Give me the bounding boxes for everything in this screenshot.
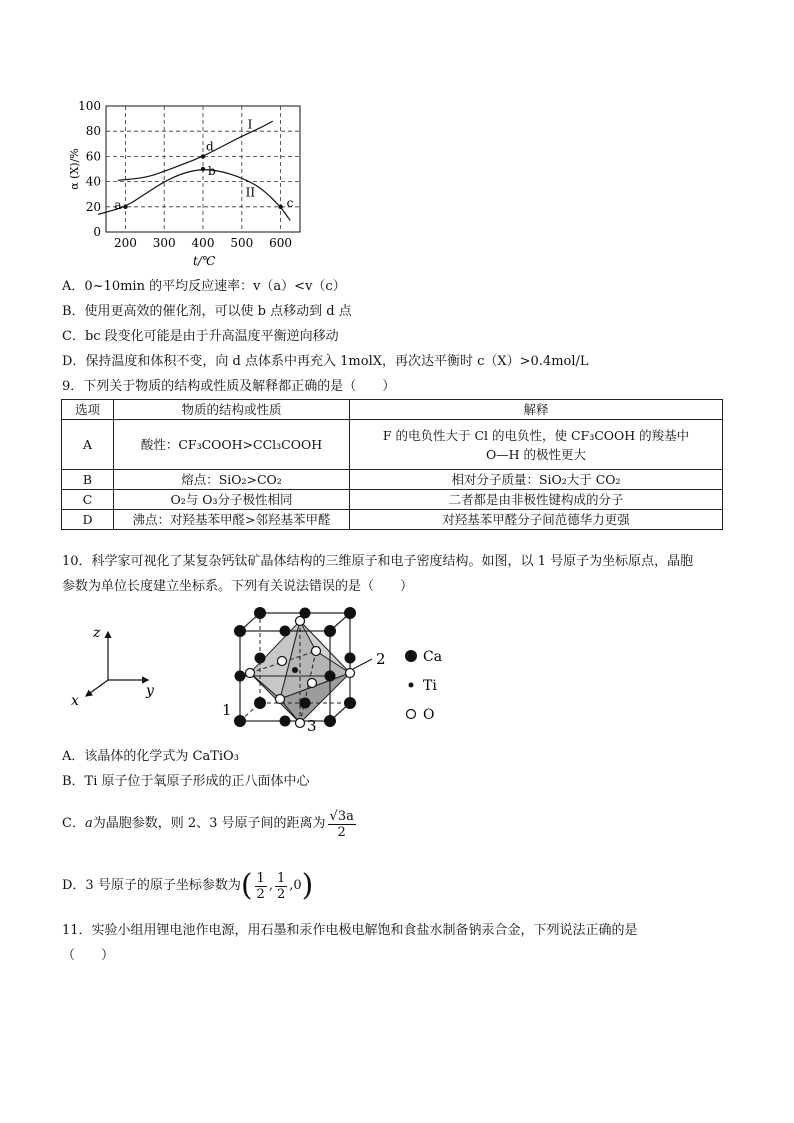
row-property: 熔点：SiO₂>CO₂ [114, 470, 350, 490]
coord-1-den: 2 [256, 886, 265, 902]
row-explanation-line2: O—H 的极性更大 [485, 446, 587, 462]
axis-z-label: z [93, 625, 101, 641]
point-label-b: b [208, 164, 216, 178]
perovskite-unit-cell [220, 603, 460, 738]
fraction-numerator: √3a [329, 808, 354, 824]
q8-option-c: C．bc 段变化可能是由于升高温度平衡逆向移动 [62, 329, 339, 344]
left-paren: ( [240, 868, 253, 903]
coord-2-den: 2 [276, 886, 286, 902]
y-tick-label: 0 [93, 225, 101, 239]
row-option: D [62, 510, 114, 530]
legend-ca: Ca [423, 649, 443, 665]
coord-2-fraction [275, 871, 287, 902]
point-label-c: c [286, 195, 294, 210]
series-II-label: II [245, 185, 256, 200]
point-c [278, 205, 282, 209]
coord-2-num: 1 [276, 870, 286, 886]
row-property: 酸性：CF₃COOH>CCl₃COOH [114, 420, 350, 470]
point-b [201, 167, 205, 171]
q10-option-c-prefix: C． [62, 816, 85, 831]
series-II-line [98, 170, 290, 221]
q11-stem-line1: 11．实验小组用锂电池作电源，用石墨和汞作电极电解饱和食盐水制备钠汞合金，下列说法正确的是 [62, 923, 638, 938]
point-a [123, 205, 127, 209]
row-property: 沸点：对羟基苯甲醛>邻羟基苯甲醛 [114, 510, 350, 530]
q10-option-c-text: 为晶胞参数，则 2、3 号原子间的距离为 [92, 816, 326, 831]
legend-o-marker [407, 710, 416, 719]
row-option: C [62, 490, 114, 510]
q10-option-c [62, 807, 358, 841]
table-row [62, 420, 723, 470]
x-tick-label: 200 [113, 236, 137, 250]
series-I-label: I [247, 117, 253, 132]
coordinate-axes [66, 620, 166, 710]
axis-y-label: y [146, 683, 154, 699]
atom-label-2: 2 [376, 650, 386, 668]
legend-ti: Ti [423, 678, 437, 694]
q10-option-d-text: D．3 号原子的原子坐标参数为 [62, 878, 241, 893]
row-explanation [350, 420, 723, 470]
x-tick-label: 400 [191, 236, 215, 250]
coord-3: 0 [293, 878, 302, 893]
q10-stem-line2: 参数为单位长度建立坐标系。下列有关说法错误的是（ ） [62, 579, 414, 594]
q9-table [61, 399, 723, 530]
q10-option-b: B．Ti 原子位于氧原子形成的正八面体中心 [62, 774, 310, 789]
table-row [62, 490, 723, 510]
q10-option-d: D．3 号原子的原子坐标参数为 ( $\frac{1}{2}$ , $\frac{1}{2}$ , 0 ) [62, 866, 313, 906]
point-label-a: a [114, 197, 122, 212]
point-label-d: d [206, 139, 214, 154]
distance-fraction [328, 809, 356, 840]
row-option: A [62, 420, 114, 470]
right-paren: ) [301, 868, 314, 903]
y-tick-label: 20 [85, 199, 101, 214]
point-d [201, 154, 205, 158]
header-property: 物质的结构或性质 [114, 400, 350, 420]
atom-label-3: 3 [307, 717, 317, 735]
fraction-denominator: 2 [337, 824, 346, 840]
atom-label-1: 1 [222, 701, 232, 719]
q10-stem-line1: 10．科学家可视化了某复杂钙钛矿晶体结构的三维原子和电子密度结构。如图，以 1 号原子为坐标原点，晶胞 [62, 554, 694, 569]
x-axis-label: t/℃ [193, 254, 216, 268]
row-explanation-line1: F 的电负性大于 Cl 的电负性，使 CF₃COOH 的羧基中 [382, 427, 690, 443]
q10-option-c-a: a [84, 816, 93, 831]
y-tick-label: 80 [85, 124, 101, 139]
y-axis-label: α (X)/% [68, 148, 81, 190]
q10-option-a: A．该晶体的化学式为 CaTiO₃ [62, 749, 239, 764]
header-explanation: 解释 [350, 400, 723, 420]
header-option: 选项 [62, 400, 114, 420]
q8-option-d: D．保持温度和体积不变，向 d 点体系中再充入 1molX，再次达平衡时 c（X）>0.4mol/L [62, 354, 589, 369]
x-tick-label: 300 [152, 236, 176, 250]
x-tick-label: 600 [269, 236, 293, 250]
axis-x-label: x [71, 693, 79, 709]
coord-1-num: 1 [256, 870, 265, 886]
legend-o: O [423, 707, 435, 723]
y-tick-label: 40 [85, 174, 101, 189]
y-tick-label: 60 [85, 149, 101, 164]
q11-stem-line2: （ ） [62, 948, 115, 963]
q8-option-b: B．使用更高效的催化剂，可以使 b 点移动到 d 点 [62, 304, 352, 319]
legend-ca-marker [405, 650, 417, 662]
row-property: O₂与 O₃分子极性相同 [114, 490, 350, 510]
legend-ti-marker [409, 683, 414, 688]
row-explanation: 二者都是由非极性键构成的分子 [350, 490, 723, 510]
table-row [62, 510, 723, 530]
q8-option-a: A．0~10min 的平均反应速率：v（a）<v（c） [62, 279, 346, 294]
row-explanation: 对羟基苯甲醛分子间范德华力更强 [350, 510, 723, 530]
row-explanation: 相对分子质量：SiO₂大于 CO₂ [350, 470, 723, 490]
conversion-temperature-chart [62, 96, 312, 268]
y-tick-label: 100 [78, 99, 101, 113]
q9-header-row [62, 400, 723, 420]
x-tick-label: 500 [230, 236, 254, 250]
q9-stem: 9．下列关于物质的结构或性质及解释都正确的是（ ） [62, 379, 396, 394]
row-option: B [62, 470, 114, 490]
table-row [62, 470, 723, 490]
coord-1-fraction [255, 871, 267, 902]
